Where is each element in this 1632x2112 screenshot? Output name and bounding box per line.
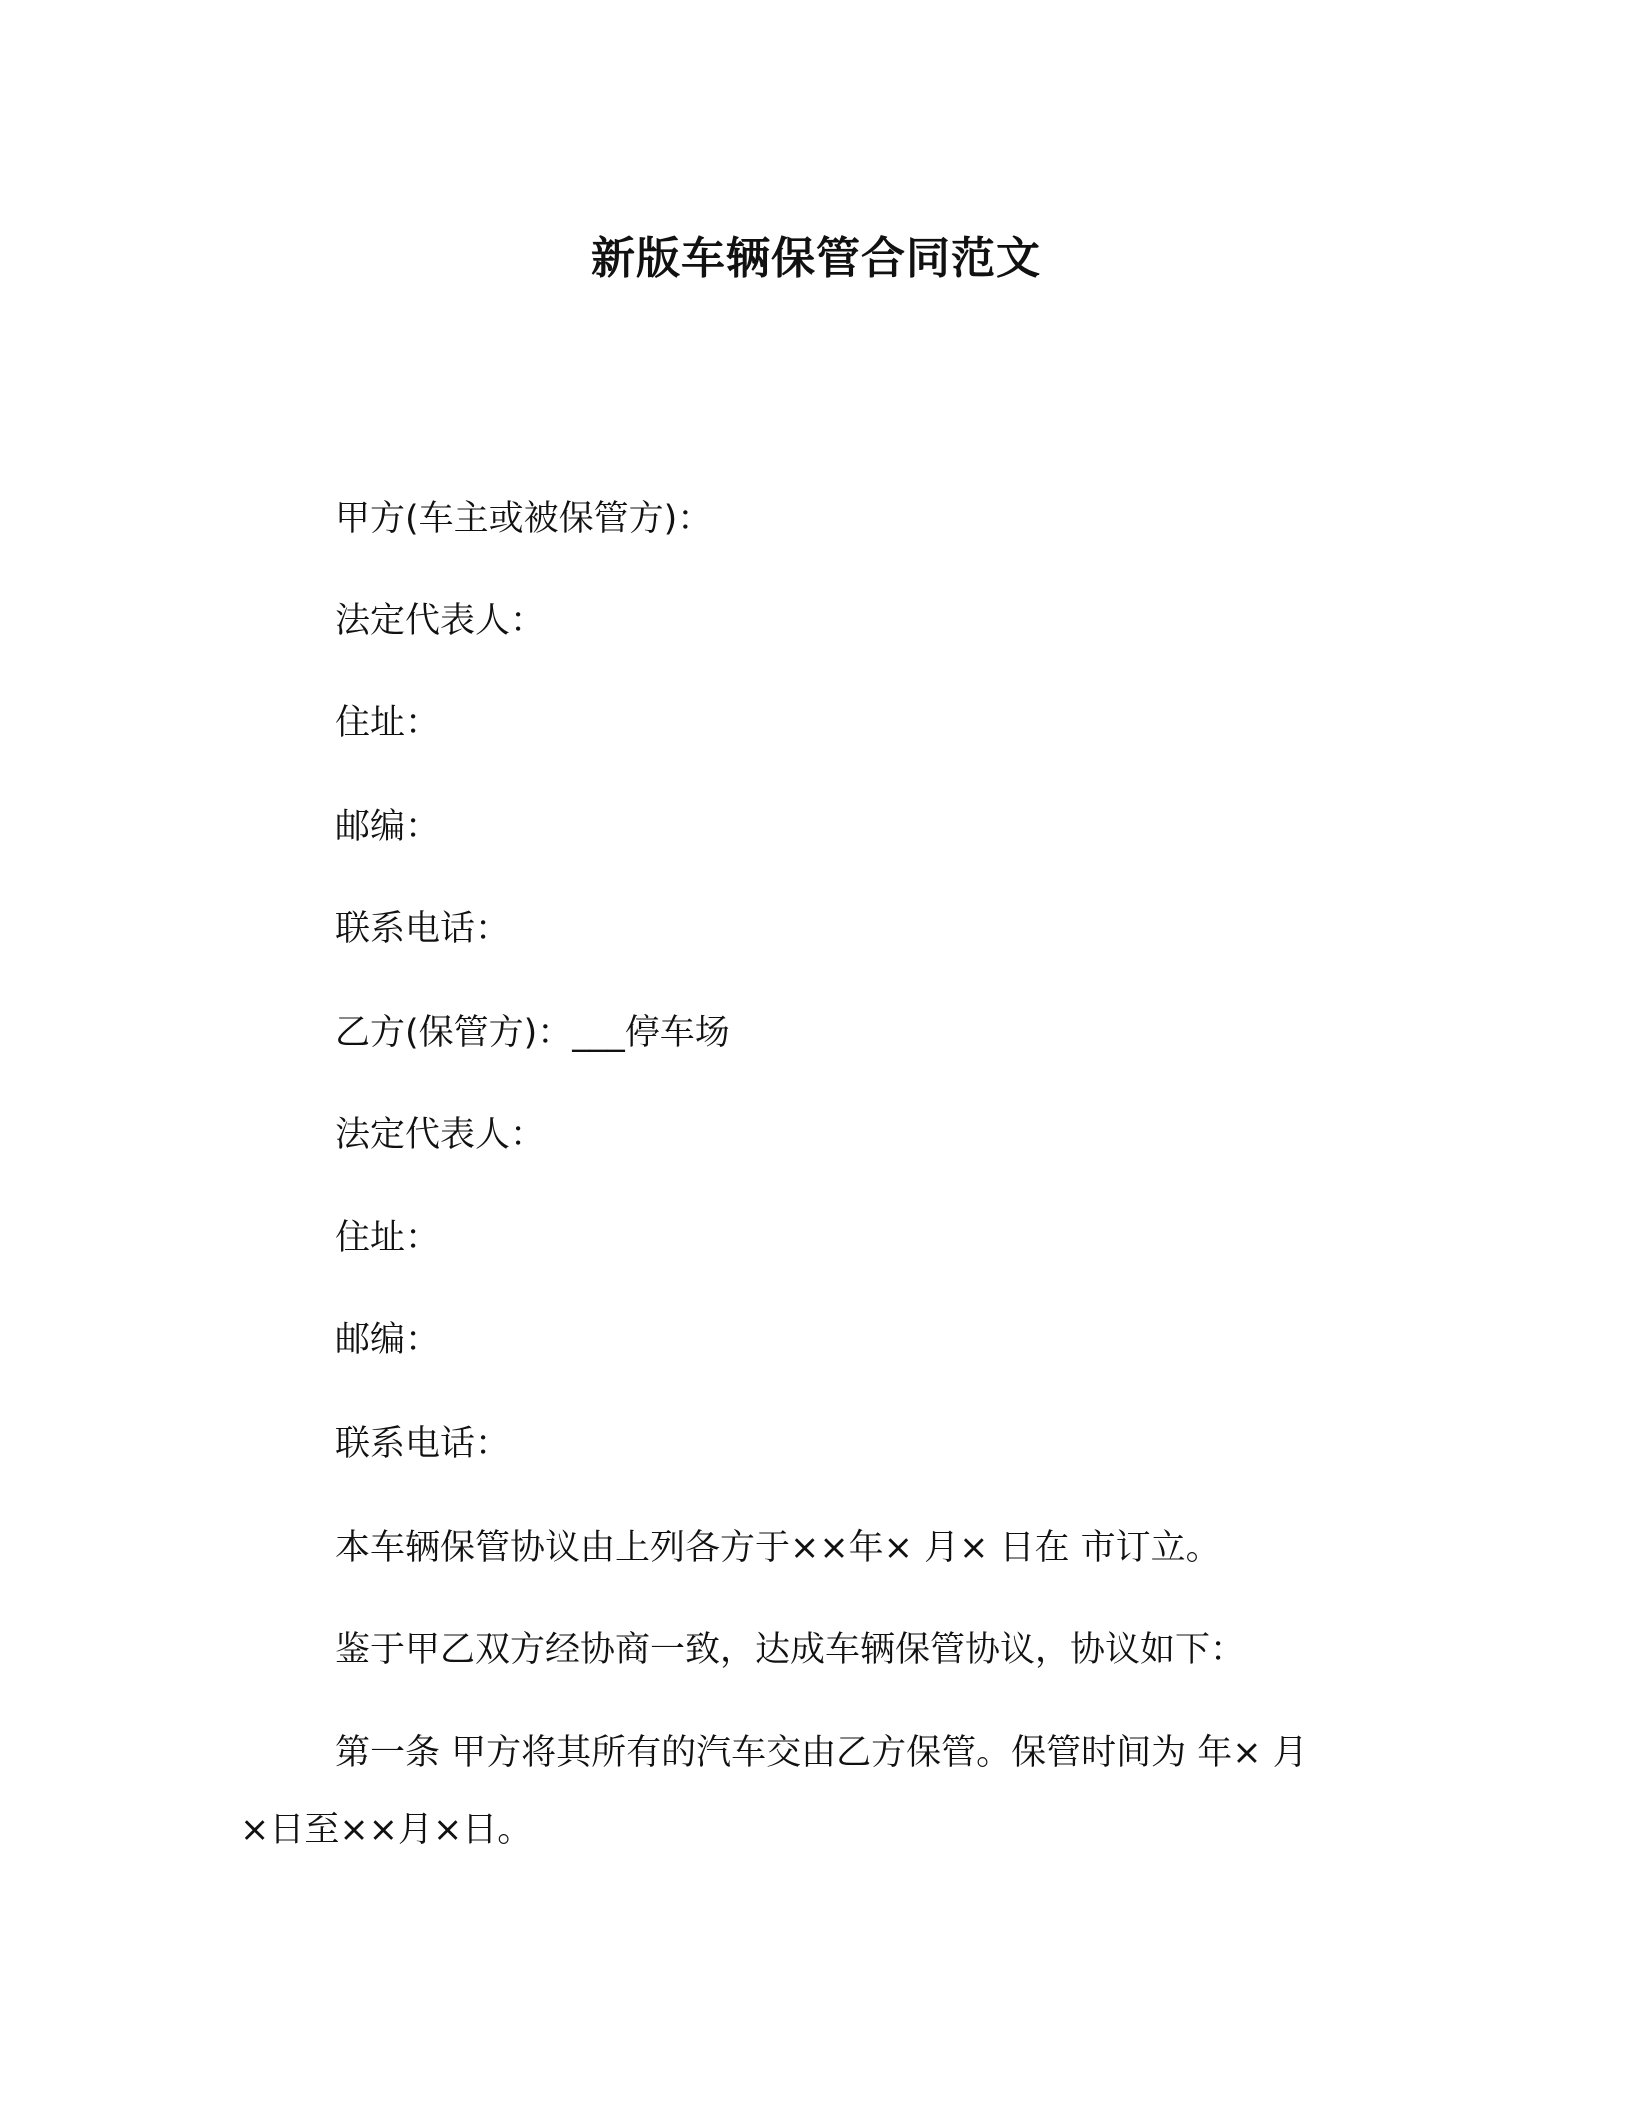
article-1-line-2: ×日至××月×日。 <box>240 1810 533 1850</box>
party-a-address: 住址： <box>335 703 441 743</box>
party-b-phone: 联系电话： <box>335 1424 511 1464</box>
party-a-representative: 法定代表人： <box>335 601 546 641</box>
party-b-representative: 法定代表人： <box>335 1115 546 1155</box>
party-b-address: 住址： <box>335 1218 441 1258</box>
party-b-label: 乙方(保管方)：___停车场 <box>335 1013 730 1053</box>
party-a-label: 甲方(车主或被保管方)： <box>335 499 713 539</box>
party-b-postcode: 邮编： <box>335 1320 441 1360</box>
document-title: 新版车辆保管合同范文 <box>591 233 1041 284</box>
preamble-paragraph: 本车辆保管协议由上列各方于××年× 月× 日在 市订立。 <box>335 1528 1221 1568</box>
intro-paragraph: 鉴于甲乙双方经协商一致，达成车辆保管协议，协议如下： <box>335 1630 1246 1670</box>
party-a-phone: 联系电话： <box>335 909 511 949</box>
party-a-postcode: 邮编： <box>335 807 441 847</box>
article-1-line-1: 第一条 甲方将其所有的汽车交由乙方保管。保管时间为 年× 月 <box>335 1733 1308 1773</box>
